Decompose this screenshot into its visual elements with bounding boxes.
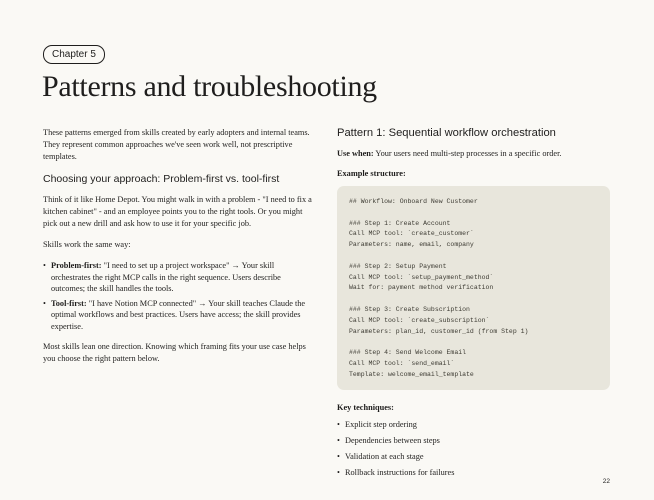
use-when-label: Use when: [337,149,374,158]
page-number: 22 [602,478,610,485]
techniques-label: Key techniques: [337,402,394,412]
list-item: • Dependencies between steps [337,435,611,447]
use-when-text: Your users need multi-step processes in a specific order. [373,149,562,158]
closing-paragraph: Most skills lean one direction. Knowing which framing fits your use case helps you choose the right pattern below. [43,342,306,363]
approach-heading: Choosing your approach: Problem-first vs. tool-first [43,173,280,185]
code-line: Call MCP tool: `create_customer` [349,230,474,238]
code-line: Parameters: name, email, company [349,241,474,249]
techniques-list [337,419,611,479]
bullet-text: "I need to set up a project workspace" → Your skill orchestrates the right MCP calls in the right sequence. Users describe outcomes; the skill handles the tools. [51,261,281,293]
list-item: • Rollback instructions for failures [337,467,611,479]
code-line [349,251,598,262]
code-line [349,294,598,305]
bullet-label: Tool-first: [51,298,87,308]
intro-paragraph: These patterns emerged from skills created by early adopters and internal teams. They represent common approaches we've seen work well, not prescriptive templates. [43,128,310,161]
pattern-heading: Pattern 1: Sequential workflow orchestration [337,127,556,139]
code-line: Call MCP tool: `setup_payment_method` [349,273,494,281]
list-item: • Validation at each stage [337,451,611,463]
code-line: Call MCP tool: `send_email` [349,359,455,367]
code-block [337,186,610,390]
code-line: ## Workflow: Onboard New Customer [349,198,478,205]
chapter-badge: Chapter 5 [43,45,105,64]
left-column [43,127,315,374]
approach-list [43,260,315,332]
bullet-label: Problem-first: [51,261,102,270]
code-line: ### Step 2: Setup Payment [349,262,447,270]
list-item [43,260,315,295]
code-line [349,208,598,219]
bullet-text: "I have Notion MCP connected" → Your skill teaches Claude the optimal workflows and best practices. Users have access; the skill provides expertise. [51,298,306,331]
code-line [349,337,598,348]
code-line: Call MCP tool: `create_subscription` [349,316,490,324]
skills-work-paragraph: Skills work the same way: [43,240,131,249]
page-title: Patterns and troubleshooting [42,70,377,103]
code-line: ### Step 3: Create Subscription [349,305,470,313]
home-depot-paragraph: Think of it like Home Depot. You might walk in with a problem - "I need to fix a kitchen cabinet" - and an employee points you to the right tools. Or you might pick out a new drill and ask how to use it for your specific job. [43,195,312,228]
code-line: ### Step 4: Send Welcome Email [349,349,467,357]
right-column [337,126,611,483]
list-item [43,298,315,333]
code-line: Parameters: plan_id, customer_id (from Step 1) [349,327,529,335]
example-label: Example structure: [337,169,406,178]
use-when-paragraph [337,148,611,160]
code-line: Wait for: payment method verification [349,284,494,292]
list-item: • Explicit step ordering [337,419,611,431]
code-line: Template: welcome_email_template [349,370,474,378]
code-line: ### Step 1: Create Account [349,219,451,227]
